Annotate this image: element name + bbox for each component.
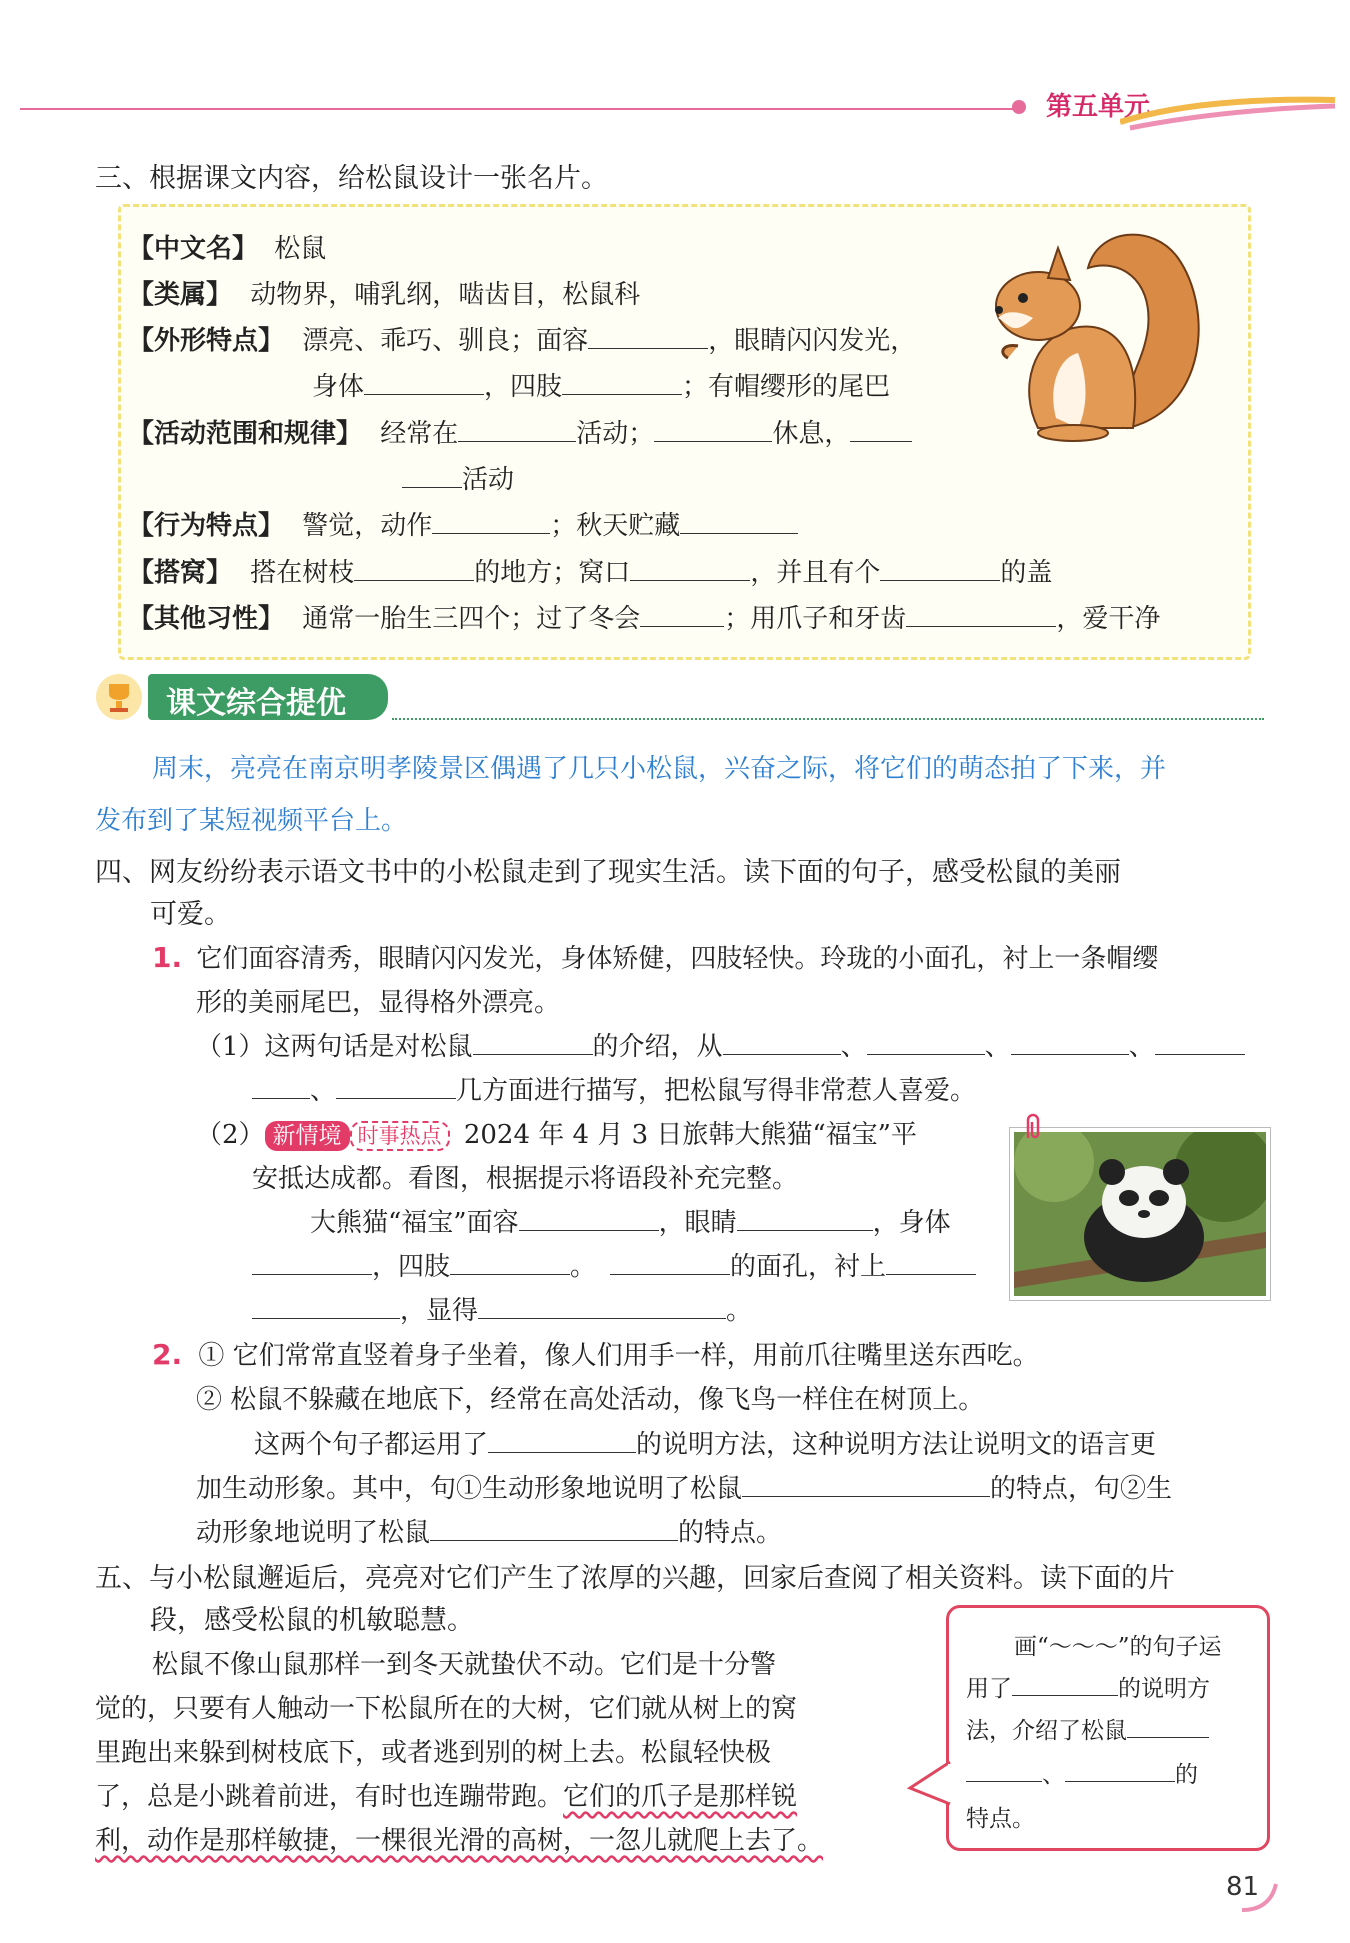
blank[interactable] xyxy=(336,1072,456,1099)
text: 、 xyxy=(1128,1032,1155,1062)
text: ，身体 xyxy=(872,1208,951,1238)
text: 搭在树枝 xyxy=(250,558,355,588)
text: （2） xyxy=(196,1120,265,1150)
text: 经常在 xyxy=(380,419,459,449)
text: 几方面进行描写，把松鼠写得非常惹人喜爱。 xyxy=(456,1076,977,1106)
intro-line-2: 发布到了某短视频平台上。 xyxy=(95,806,408,836)
card-row-range xyxy=(128,413,912,450)
card-row-behavior xyxy=(128,505,798,542)
text: 、 xyxy=(984,1032,1011,1062)
text: （1）这两句话是对松鼠 xyxy=(196,1032,473,1062)
text: 大熊猫“福宝”面容 xyxy=(310,1208,519,1238)
blank[interactable] xyxy=(742,1470,990,1497)
q4-sub2-line2: 安抵达成都。看图，根据提示将语段补充完整。 xyxy=(252,1164,799,1194)
note-line-2 xyxy=(966,1670,1210,1703)
blank[interactable] xyxy=(252,1248,372,1275)
text: ，爱干净 xyxy=(1056,604,1161,634)
blank[interactable] xyxy=(867,1028,985,1055)
note-line-5: 特点。 xyxy=(966,1806,1035,1832)
item-number: 2. xyxy=(152,1338,183,1371)
blank[interactable] xyxy=(886,1248,976,1275)
note-line-4 xyxy=(966,1756,1198,1789)
label: 【活动范围和规律】 xyxy=(128,419,363,449)
q5-title-1: 五、与小松鼠邂逅后，亮亮对它们产生了浓厚的兴趣，回家后查阅了相关资料。读下面的片 xyxy=(95,1563,1175,1594)
q5-para-4 xyxy=(95,1776,797,1813)
blank[interactable] xyxy=(252,1072,310,1099)
blank[interactable] xyxy=(458,415,576,442)
label: 【其他习性】 xyxy=(128,604,285,634)
q4-item2-s2: ② 松鼠不躲藏在地底下，经常在高处活动，像飞鸟一样住在树顶上。 xyxy=(196,1385,985,1415)
text: 的说明方 xyxy=(1118,1676,1210,1702)
q5-para-3: 里跑出来躲到树枝底下，或者逃到别的树上去。松鼠轻快极 xyxy=(95,1738,772,1768)
blank[interactable] xyxy=(906,600,1056,627)
text: 的特点。 xyxy=(678,1518,783,1548)
q4-item1-line2: 形的美丽尾巴，显得格外漂亮。 xyxy=(196,988,561,1018)
blank[interactable] xyxy=(610,1248,730,1275)
label: 【外形特点】 xyxy=(128,326,285,356)
text: 用了 xyxy=(966,1676,1012,1702)
label: 【搭窝】 xyxy=(128,558,233,588)
value: 松鼠 xyxy=(274,234,327,264)
text: 、 xyxy=(310,1076,337,1106)
header-heart-icon xyxy=(1012,100,1026,114)
blank[interactable] xyxy=(966,1758,1042,1782)
q4-panda-line3 xyxy=(252,1290,752,1327)
blank[interactable] xyxy=(364,368,484,395)
blank[interactable] xyxy=(680,507,798,534)
trophy-icon xyxy=(94,672,144,722)
q4-item2-t3 xyxy=(196,1512,782,1549)
note-pointer xyxy=(906,1758,952,1808)
text: ；有帽缨形的尾巴 xyxy=(682,372,891,402)
q5-para-2: 觉的，只要有人触动一下松鼠所在的大树，它们就从树上的窝 xyxy=(95,1694,798,1724)
text: ，四肢 xyxy=(372,1252,451,1282)
note-line-1: 画“～～～”的句子运 xyxy=(1014,1634,1222,1660)
text: 警觉，动作 xyxy=(302,511,433,541)
q4-sub1 xyxy=(196,1026,1245,1063)
blank[interactable] xyxy=(450,1248,570,1275)
text: 法，介绍了松鼠 xyxy=(966,1718,1127,1744)
blank[interactable] xyxy=(1127,1714,1209,1738)
blank[interactable] xyxy=(430,1514,678,1541)
section-banner xyxy=(148,674,388,720)
page-swoosh-icon xyxy=(1240,1880,1280,1916)
text: ，四肢 xyxy=(484,372,563,402)
text: 它们面容清秀，眼睛闪闪发光，身体矫健，四肢轻快。玲珑的小面孔，衬上一条帽缨 xyxy=(196,944,1159,974)
blank[interactable] xyxy=(488,1426,636,1453)
q4-title-2: 可爱。 xyxy=(150,899,231,930)
card-row-nest xyxy=(128,552,1052,589)
q5-title-2: 段，感受松鼠的机敏聪慧。 xyxy=(150,1605,474,1636)
text: 、 xyxy=(1042,1762,1065,1788)
q4-item2-t2 xyxy=(196,1468,1172,1505)
text: 加生动形象。其中，句①生动形象地说明了松鼠 xyxy=(196,1474,743,1504)
header-line xyxy=(20,108,1020,110)
text: ；用爪子和牙齿 xyxy=(724,604,907,634)
text: 活动； xyxy=(576,419,655,449)
value: 动物界，哺乳纲，啮齿目，松鼠科 xyxy=(250,280,641,310)
text: 、 xyxy=(840,1032,867,1062)
card-row-name xyxy=(128,228,326,265)
panda-icon xyxy=(1014,1132,1266,1296)
blank[interactable] xyxy=(478,1292,726,1319)
q4-panda-line1 xyxy=(310,1202,951,1239)
text: 的盖 xyxy=(1000,558,1053,588)
text: 。 xyxy=(726,1296,753,1326)
blank[interactable] xyxy=(1065,1758,1175,1782)
blank[interactable] xyxy=(880,554,1000,581)
q5-para-1: 松鼠不像山鼠那样一到冬天就蛰伏不动。它们是十分警 xyxy=(152,1650,777,1680)
card-row-range-2 xyxy=(402,459,514,496)
wavy-underlined-text: 它们的爪子是那样锐 xyxy=(563,1782,798,1812)
text: 的地方；窝口 xyxy=(474,558,631,588)
q4-panda-line2 xyxy=(252,1246,976,1283)
text: 的说明方法，这种说明方法让说明文的语言更 xyxy=(636,1430,1157,1460)
squirrel-illustration xyxy=(978,218,1208,448)
text: 活动 xyxy=(462,465,515,495)
blank[interactable] xyxy=(354,554,474,581)
text: 了，总是小跳着前进，有时也连蹦带跑。 xyxy=(95,1782,564,1812)
header-swoosh-icon xyxy=(1120,92,1340,132)
text: 休息， xyxy=(772,419,851,449)
q5-para-5: 利，动作是那样敏捷，一棵很光滑的高树，一忽儿就爬上去了。 xyxy=(95,1826,824,1856)
blank[interactable] xyxy=(1155,1028,1245,1055)
card-row-other xyxy=(128,598,1160,635)
q4-title-1: 四、网友纷纷表示语文书中的小松鼠走到了现实生活。读下面的句子，感受松鼠的美丽 xyxy=(95,857,1121,888)
text: 通常一胎生三四个；过了冬会 xyxy=(302,604,641,634)
section-divider xyxy=(392,718,1264,720)
blank[interactable] xyxy=(1012,1672,1118,1696)
text: ，显得 xyxy=(400,1296,479,1326)
blank[interactable] xyxy=(723,1028,841,1055)
card-row-look xyxy=(128,320,916,357)
q3-title: 三、根据课文内容，给松鼠设计一张名片。 xyxy=(95,163,608,194)
text: 身体 xyxy=(312,372,365,402)
blank[interactable] xyxy=(737,1204,873,1231)
text: 动形象地说明了松鼠 xyxy=(196,1518,431,1548)
card-row-look-2 xyxy=(312,366,890,403)
q4-item2-t1 xyxy=(254,1424,1156,1461)
text: 的面孔，衬上 xyxy=(730,1252,887,1282)
text: ① 它们常常直竖着身子坐着，像人们用手一样，用前爪往嘴里送东西吃。 xyxy=(198,1341,1039,1371)
text: ；秋天贮藏 xyxy=(550,511,681,541)
q4-sub1-line2 xyxy=(252,1070,976,1107)
unit-title: 第五单元 xyxy=(1046,92,1151,122)
label: 【类属】 xyxy=(128,280,233,310)
blank[interactable] xyxy=(252,1292,400,1319)
blank[interactable] xyxy=(432,507,550,534)
text: ，眼睛 xyxy=(658,1208,737,1238)
card-row-class xyxy=(128,274,640,311)
blank[interactable] xyxy=(850,415,912,442)
section-title: 课文综合提优 xyxy=(166,686,346,721)
intro-line-1: 周末，亮亮在南京明孝陵景区偶遇了几只小松鼠，兴奋之际，将它们的萌态拍了下来，并 xyxy=(152,754,1167,784)
paperclip-icon xyxy=(1020,1112,1050,1142)
text: ，眼睛闪闪发光， xyxy=(708,326,917,356)
text: 这两个句子都运用了 xyxy=(254,1430,489,1460)
new-context-badge: 新情境 xyxy=(265,1121,350,1151)
q4-item1 xyxy=(152,938,1158,975)
blank[interactable] xyxy=(473,1028,593,1055)
blank[interactable] xyxy=(402,461,462,488)
blank[interactable] xyxy=(1011,1028,1129,1055)
q4-sub2 xyxy=(196,1114,917,1151)
blank[interactable] xyxy=(640,600,724,627)
blank[interactable] xyxy=(654,415,772,442)
page-number: 81 xyxy=(1226,1872,1260,1902)
text: 。 xyxy=(570,1252,597,1282)
label: 【中文名】 xyxy=(128,234,259,264)
item-number: 1. xyxy=(152,941,183,974)
text: ，并且有个 xyxy=(750,558,881,588)
text: 的 xyxy=(1175,1762,1198,1788)
hot-topic-badge: 时事热点 xyxy=(350,1121,450,1151)
blank[interactable] xyxy=(630,554,750,581)
text: 的介绍，从 xyxy=(592,1032,723,1062)
blank[interactable] xyxy=(562,368,682,395)
panda-photo xyxy=(1010,1128,1270,1300)
text: 2024 年 4 月 3 日旅韩大熊猫“福宝”平 xyxy=(463,1120,917,1150)
q4-item2 xyxy=(152,1335,1039,1372)
note-line-3 xyxy=(966,1712,1209,1745)
text: 的特点，句②生 xyxy=(990,1474,1173,1504)
blank[interactable] xyxy=(519,1204,659,1231)
label: 【行为特点】 xyxy=(128,511,285,541)
blank[interactable] xyxy=(588,322,708,349)
text: 漂亮、乖巧、驯良；面容 xyxy=(302,326,589,356)
